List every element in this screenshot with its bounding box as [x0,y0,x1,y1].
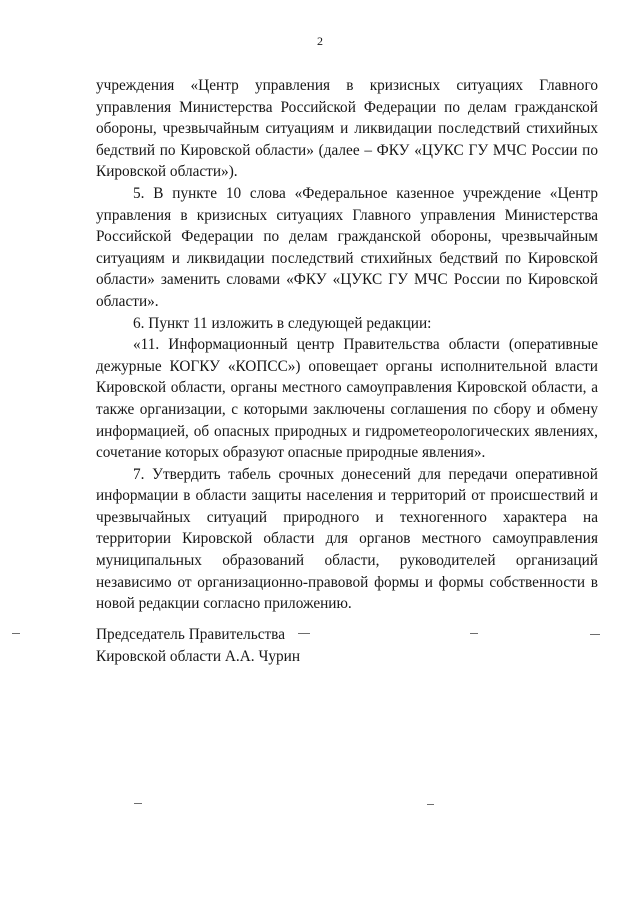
paragraph-continuation: учреждения «Центр управления в кризисных ситуациях Главного управления Министерства Российской Федерации по делам гражданской обороны, чрезвычайным ситуациям и ликвидации последствий стихийных бедствий по Кировской области» (далее – ФКУ «ЦУКС ГУ МЧС России по Кировской области»). [96,77,598,181]
signature-name: Кировской области А.А. Чурин [96,647,301,665]
paragraph-item-5: 5. В пункте 10 слова «Федеральное казенное учреждение «Центр управления в кризисных ситуациях Главного управления Министерства Российской Федерации по делам гражданской обороны, чрезвычайным ситуациям и ликвидации последствий стихийных бедствий по Кировской области» заменить словами «ФКУ «ЦУКС ГУ МЧС России по Кировской области». [96,184,598,310]
document-body [96,75,598,615]
paragraph-item-7: 7. Утвердить табель срочных донесений для передачи оперативной информации в области защиты населения и территорий от происшествий и чрезвычайных ситуаций природного и техногенного характера на территории Кировской области для органов местного самоуправления муниципальных образований области, руководителей организаций независимо от организационно-правовой формы и формы собственности в новой редакции согласно приложению. [96,465,598,613]
paragraph-item-11-quote: «11. Информационный центр Правительства области (оперативные дежурные КОГКУ «КОПСС») оповещает органы исполнительной власти Кировской области, органы местного самоуправления Кировской области, а также организации, с которыми заключены соглашения по сбору и обмену информацией, об опасных природных и гидрометеорологических явлениях, сочетание которых образуют опасные природные явления». [96,336,598,462]
scan-mark [12,633,20,634]
scan-mark [470,633,478,634]
signature-title: Председатель Правительства [96,626,285,643]
scan-mark [134,803,142,804]
paragraph-item-6: 6. Пункт 11 изложить в следующей редакции: [133,314,432,332]
scan-mark [590,634,600,635]
scan-mark [427,804,434,805]
page-number: 2 [317,34,323,48]
scan-mark [298,633,310,634]
signature-block [96,624,300,667]
